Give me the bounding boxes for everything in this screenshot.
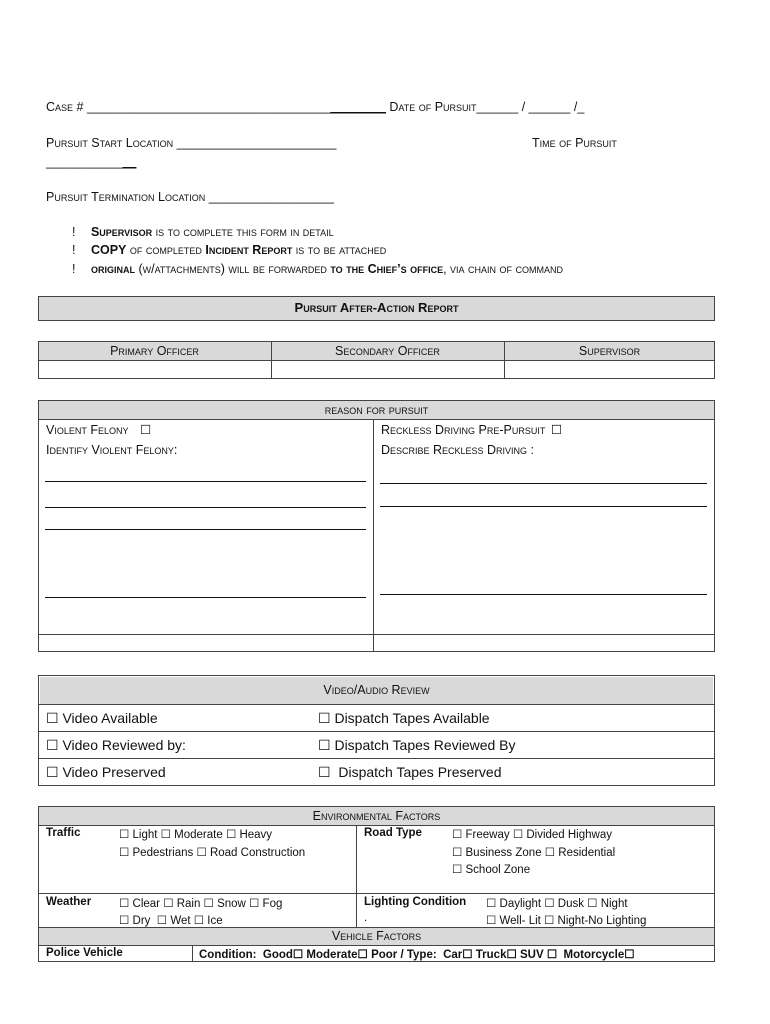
weather-snow[interactable]: Snow	[217, 898, 246, 910]
time-of-pursuit-label: Time of Pursuit	[532, 136, 617, 150]
reason-table	[38, 400, 715, 652]
video-preserved-label: Video Preserved	[62, 764, 166, 780]
vehicle-divider-top	[38, 927, 715, 928]
start-location-blank[interactable]: _______________________	[176, 136, 337, 150]
video-reviewed[interactable]	[46, 737, 186, 754]
reason-divider-bottom	[38, 634, 715, 635]
date-blank[interactable]: ______ / ______ /_	[476, 100, 585, 114]
case-number-line	[46, 100, 584, 114]
note-2-text2: is to be attached	[292, 243, 387, 257]
dispatch-preserved-label: Dispatch Tapes Preserved	[338, 764, 502, 780]
dispatch-available-label: Dispatch Tapes Available	[334, 710, 490, 726]
traffic-options-1: ☐ Light ☐ Moderate ☐ Heavy	[119, 829, 273, 841]
weather-label: Weather	[46, 896, 92, 908]
traffic-light[interactable]: Light	[132, 829, 158, 841]
checkbox-icon[interactable]: ☐	[357, 949, 368, 961]
date-label: Date of Pursuit	[389, 100, 477, 114]
checkbox-icon[interactable]: ☐	[506, 949, 517, 961]
video-preserved[interactable]	[46, 764, 166, 781]
reason-title: reason for pursuit	[324, 403, 429, 417]
lighting-dusk[interactable]: Dusk	[557, 898, 584, 910]
checkbox-icon[interactable]: ☐	[318, 710, 331, 726]
checkbox-icon[interactable]: ☐	[46, 737, 59, 753]
termination-tail[interactable]: _	[326, 190, 334, 204]
note-1-bold: Supervisor	[90, 225, 153, 239]
checkbox-icon[interactable]: ☐	[546, 949, 558, 961]
env-divider-mid	[38, 893, 715, 894]
note-2	[72, 243, 386, 257]
road-type-label: Road Type	[364, 827, 422, 839]
note-3-bullet: !	[72, 262, 76, 276]
dispatch-reviewed-label: Dispatch Tapes Reviewed By	[334, 737, 516, 753]
note-3-text2: , via chain of command	[443, 262, 563, 276]
violent-line-4[interactable]	[45, 597, 366, 598]
traffic-road-construction[interactable]: Road Construction	[209, 847, 306, 859]
road-options-3: ☐ School Zone	[452, 864, 531, 876]
env-divider-top	[38, 825, 715, 826]
video-available[interactable]	[46, 710, 158, 727]
police-vehicle-label: Police Vehicle	[46, 947, 123, 959]
dispatch-preserved[interactable]	[318, 764, 502, 781]
road-options-1: ☐ Freeway ☐ Divided Highway	[452, 829, 612, 841]
note-3-text: (w/attachments) will be forwarded	[134, 262, 331, 276]
note-1	[72, 225, 334, 239]
note-1-text: is to complete this form in detail	[152, 225, 334, 239]
describe-reckless-label: Describe Reckless Driving :	[381, 443, 535, 457]
lighting-well-lit[interactable]: Well- Lit	[499, 915, 541, 927]
reckless-line-1[interactable]	[380, 483, 707, 484]
case-label: Case #	[46, 100, 84, 114]
vehicle-condition-row	[199, 947, 635, 961]
start-location-line	[46, 136, 336, 150]
traffic-pedestrians[interactable]: Pedestrians	[132, 847, 194, 859]
violent-line-3[interactable]	[45, 529, 366, 530]
primary-officer-field[interactable]	[40, 362, 269, 377]
weather-dry[interactable]: Dry	[132, 915, 151, 927]
env-title: Environmental Factors	[312, 809, 441, 823]
supervisor-header: Supervisor	[578, 344, 641, 358]
vehicle-divider-mid	[38, 945, 715, 946]
weather-wet[interactable]: Wet	[170, 915, 191, 927]
checkbox-icon[interactable]: ☐	[46, 764, 59, 780]
note-2-bold: COPY	[90, 243, 127, 257]
secondary-officer-header: Secondary Officer	[335, 344, 440, 358]
note-3-bold2: to the Chief’s office	[330, 262, 444, 276]
road-business-zone[interactable]: Business Zone	[465, 847, 542, 859]
traffic-options-2: ☐ Pedestrians ☐ Road Construction	[119, 847, 306, 859]
reckless-checkbox[interactable]: ☐	[550, 423, 563, 437]
vehicle-col-divider	[192, 945, 193, 962]
note-3-bold: original	[90, 262, 135, 276]
termination-label: Pursuit Termination Location	[46, 190, 206, 204]
note-2-text: of completed	[126, 243, 206, 257]
weather-options-2: ☐ Dry ☐ Wet ☐ Ice	[119, 915, 223, 927]
road-divided-highway[interactable]: Divided Highway	[526, 829, 612, 841]
video-divider-2	[38, 731, 715, 732]
lighting-night[interactable]: Night	[600, 898, 628, 910]
checkbox-icon[interactable]: ☐	[318, 737, 331, 753]
road-freeway[interactable]: Freeway	[465, 829, 510, 841]
road-residential[interactable]: Residential	[558, 847, 616, 859]
type-car: Car	[443, 949, 463, 961]
weather-clear[interactable]: Clear	[132, 898, 160, 910]
violent-line-2[interactable]	[45, 507, 366, 508]
condition-poor: Poor /	[371, 949, 404, 961]
weather-options-1: ☐ Clear ☐ Rain ☐ Snow ☐ Fog	[119, 898, 283, 910]
lighting-options-1: ☐ Daylight ☐ Dusk ☐ Night	[486, 898, 628, 910]
type-label: Type:	[406, 949, 437, 961]
reckless-line-2[interactable]	[380, 506, 707, 507]
weather-ice[interactable]: Ice	[207, 915, 223, 927]
checkbox-icon[interactable]: ☐	[318, 764, 331, 780]
weather-rain[interactable]: Rain	[176, 898, 201, 910]
env-col-divider	[356, 825, 357, 927]
condition-moderate: Moderate	[306, 949, 358, 961]
traffic-moderate[interactable]: Moderate	[174, 829, 223, 841]
reason-divider-top	[38, 419, 715, 420]
weather-fog[interactable]: Fog	[262, 898, 283, 910]
start-location-cont-underlined[interactable]: __	[122, 155, 137, 169]
dispatch-available[interactable]	[318, 710, 490, 727]
reckless-label: Reckless Driving Pre-Pursuit	[381, 423, 546, 437]
checkbox-icon[interactable]: ☐	[624, 949, 635, 961]
checkbox-icon[interactable]: ☐	[462, 949, 473, 961]
checkbox-icon[interactable]: ☐	[292, 949, 304, 961]
road-school-zone[interactable]: School Zone	[465, 864, 531, 876]
lighting-dot: .	[364, 912, 368, 924]
lighting-options-2: ☐ Well- Lit ☐ Night-No Lighting	[486, 915, 647, 927]
video-reviewed-label: Video Reviewed by:	[62, 737, 186, 753]
termination-blank[interactable]: _________________	[208, 190, 327, 204]
reckless-row	[381, 422, 562, 437]
condition-good: Good	[262, 949, 293, 961]
checkbox-icon[interactable]: ☐	[46, 710, 59, 726]
type-truck: Truck	[475, 949, 507, 961]
video-divider-1	[38, 704, 715, 705]
start-location-continuation[interactable]	[46, 155, 136, 169]
road-options-2: ☐ Business Zone ☐ Residential	[452, 847, 616, 859]
video-divider-3	[38, 758, 715, 759]
type-suv: SUV	[519, 949, 544, 961]
start-location-cont-blank[interactable]: ___________	[46, 155, 123, 169]
lighting-label: Lighting Condition	[364, 896, 467, 908]
note-2-bold2: Incident Report	[205, 243, 293, 257]
primary-officer-header: Primary Officer	[110, 344, 199, 358]
officers-divider	[38, 360, 715, 361]
video-title: Video/Audio Review	[323, 683, 430, 697]
lighting-night-no-lighting[interactable]: Night-No Lighting	[557, 915, 647, 927]
start-location-label: Pursuit Start Location	[46, 136, 174, 150]
case-blank-underlined[interactable]: ________	[330, 100, 386, 114]
condition-label: Condition:	[199, 949, 257, 961]
supervisor-field[interactable]	[506, 362, 713, 377]
case-blank[interactable]: ___________________________________	[86, 100, 331, 114]
report-title: Pursuit After-Action Report	[38, 296, 715, 321]
traffic-label: Traffic	[46, 827, 81, 839]
violent-line-1[interactable]	[45, 481, 366, 482]
note-2-bullet: !	[72, 243, 76, 257]
violent-felony-checkbox[interactable]: ☐	[139, 423, 152, 437]
secondary-officer-field[interactable]	[273, 362, 502, 377]
note-3	[72, 262, 563, 276]
reckless-line-3[interactable]	[380, 594, 707, 595]
identify-violent-label: Identify Violent Felony:	[46, 443, 178, 457]
traffic-heavy[interactable]: Heavy	[239, 829, 273, 841]
termination-location-line	[46, 190, 334, 204]
type-motorcycle: Motorcycle	[563, 949, 625, 961]
reason-col-divider	[373, 419, 374, 652]
violent-felony-row	[46, 422, 151, 437]
note-1-bullet: !	[72, 225, 76, 239]
vehicle-title: Vehicle Factors	[331, 929, 422, 943]
video-available-label: Video Available	[62, 710, 158, 726]
violent-felony-label: Violent Felony	[46, 423, 129, 437]
dispatch-reviewed[interactable]	[318, 737, 516, 754]
lighting-daylight[interactable]: Daylight	[499, 898, 542, 910]
